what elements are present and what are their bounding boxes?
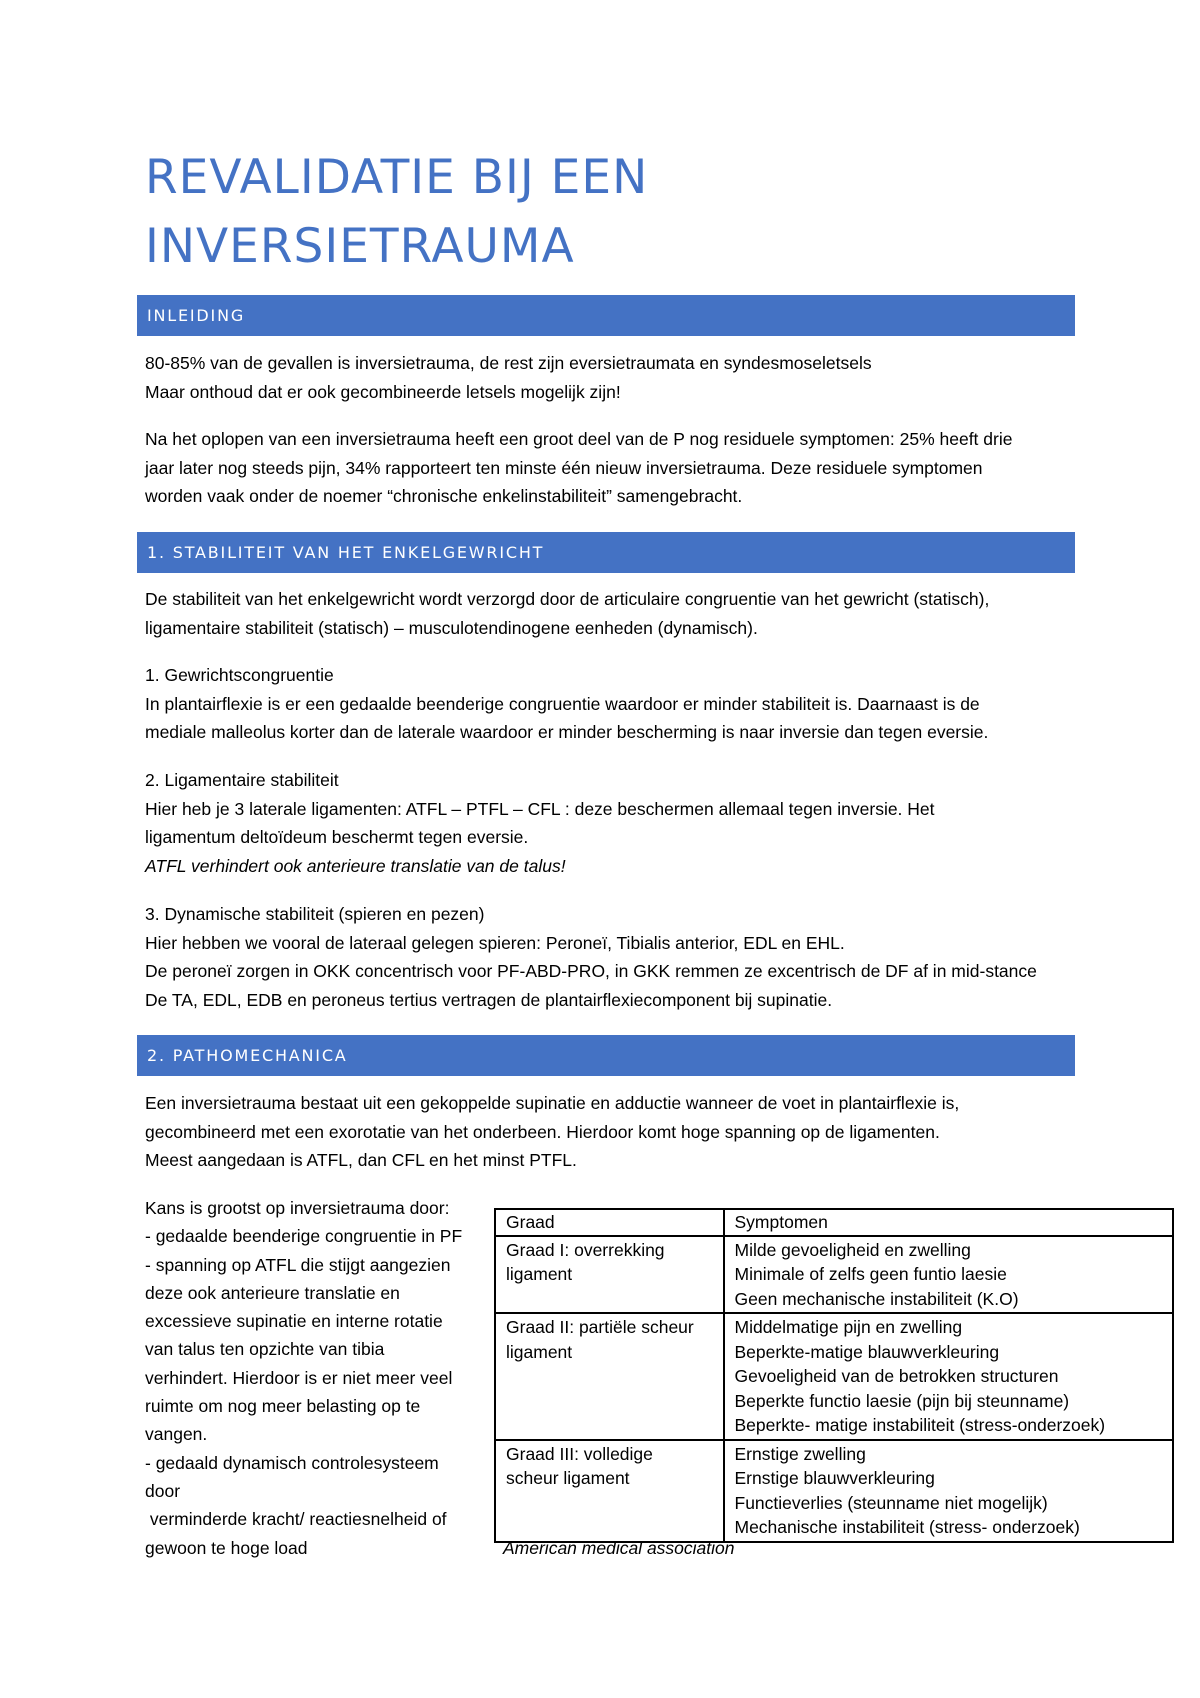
cell-line: Functieverlies (steunname niet mogelijk) (734, 1492, 1048, 1513)
text-line: vangen. (145, 1424, 208, 1445)
symptomen-cell (724, 1440, 1174, 1542)
cell-line: Graad I: overrekking (506, 1239, 665, 1260)
text-line: - gedaalde beenderige congruentie in PF (145, 1226, 463, 1247)
cell-line: Milde gevoeligheid en zwelling (734, 1239, 971, 1260)
text-line: gecombineerd met een exorotatie van het onderbeen. Hierdoor komt hoge spanning op de ligamenten. (145, 1121, 940, 1142)
inleiding-paragraph-2 (145, 425, 1075, 511)
text-line: verhindert. Hierdoor is er niet meer veel (145, 1367, 453, 1388)
title-line-1: REVALIDATIE BIJ EEN (145, 150, 649, 205)
text-line: excessieve supinatie en interne rotatie (145, 1311, 443, 1332)
text-line: Hier heb je 3 laterale ligamenten: ATFL – PTFL – CFL : deze beschermen allemaal tegen inversie. Het (145, 798, 935, 819)
section-heading-stabiliteit: 1. STABILITEIT VAN HET ENKELGEWRICHT (137, 532, 1075, 573)
text-line: De TA, EDL, EDB en peroneus tertius vertragen de plantairflexiecomponent bij supinatie. (145, 989, 833, 1010)
table-row (495, 1313, 1173, 1440)
cell-line: Middelmatige pijn en zwelling (734, 1317, 963, 1337)
subsection-title: 2. Ligamentaire stabiliteit (145, 770, 339, 790)
subsection-dynamische-stabiliteit (145, 900, 1075, 1014)
symptomen-cell (724, 1313, 1174, 1440)
document-title (145, 143, 1045, 281)
text-line: De stabiliteit van het enkelgewricht wordt verzorgd door de articulaire congruentie van het gewricht (statisch), (145, 589, 990, 609)
cell-line: Ernstige zwelling (734, 1443, 866, 1464)
section-heading-inleiding: INLEIDING (137, 295, 1075, 336)
kans-list (145, 1194, 485, 1562)
section-heading-pathomechanica: 2. PATHOMECHANICA (137, 1035, 1075, 1076)
cell-line: Beperkte- matige instabiliteit (stress-onderzoek) (734, 1415, 1106, 1435)
text-line: Maar onthoud dat er ook gecombineerde letsels mogelijk zijn! (145, 381, 621, 402)
text-line: van talus ten opzichte van tibia (145, 1339, 385, 1360)
text-line: De peroneï zorgen in OKK concentrisch voor PF-ABD-PRO, in GKK remmen ze excentrisch de DF af in mid-stance (145, 961, 1037, 981)
table-caption: American medical association (503, 1538, 735, 1558)
subsection-gewrichtscongruentie (145, 661, 1075, 747)
grades-table (494, 1208, 1174, 1543)
text-line: verminderde kracht/ reactiesnelheid of (145, 1509, 447, 1530)
subsection-title: 3. Dynamische stabiliteit (spieren en pezen) (145, 904, 485, 924)
cell-line: ligament (506, 1264, 573, 1284)
cell-line: Gevoeligheid van de betrokken structuren (734, 1366, 1059, 1386)
text-line: Hier hebben we vooral de lateraal gelegen spieren: Peroneï, Tibialis anterior, EDL en EHL. (145, 932, 845, 953)
graad-cell (495, 1313, 724, 1440)
text-line: In plantairflexie is er een gedaalde beenderige congruentie waardoor er minder stabiliteit is. Daarnaast is de (145, 693, 980, 714)
text-line: Meest aangedaan is ATFL, dan CFL en het minst PTFL. (145, 1150, 577, 1170)
cell-line: Ernstige blauwverkleuring (734, 1468, 935, 1488)
text-line: gewoon te hoge load (145, 1537, 308, 1558)
cell-line: ligament (506, 1341, 573, 1362)
cell-line: Graad III: volledige (506, 1443, 653, 1464)
text-line: Een inversietrauma bestaat uit een gekoppelde supinatie en adductie wanneer de voet in plantairflexie is, (145, 1093, 960, 1113)
column-header-graad: Graad (495, 1209, 724, 1236)
text-line: Kans is grootst op inversietrauma door: (145, 1198, 450, 1218)
text-line: 80-85% van de gevallen is inversietrauma, de rest zijn eversietraumata en syndesmoseletsels (145, 353, 872, 373)
cell-line: scheur ligament (506, 1468, 630, 1488)
text-line: - spanning op ATFL die stijgt aangezien (145, 1254, 451, 1275)
graad-cell (495, 1440, 724, 1542)
text-line: mediale malleolus korter dan de laterale waardoor er minder bescherming is naar inversie dan tegen eversie. (145, 722, 989, 742)
text-line: worden vaak onder de noemer “chronische enkelinstabiliteit” samengebracht. (145, 486, 743, 506)
stabiliteit-intro (145, 585, 1075, 642)
cell-line: Beperkte-matige blauwverkleuring (734, 1341, 1000, 1362)
subsection-ligamentaire-stabiliteit (145, 766, 1075, 880)
subsection-title: 1. Gewrichtscongruentie (145, 665, 334, 685)
text-line: jaar later nog steeds pijn, 34% rapporteert ten minste één nieuw inversietrauma. Deze residuele symptomen (145, 457, 983, 478)
cell-line: Beperkte functio laesie (pijn bij steunname) (734, 1390, 1070, 1411)
cell-line: Minimale of zelfs geen funtio laesie (734, 1264, 1007, 1284)
cell-line: Geen mechanische instabiliteit (K.O) (734, 1288, 1019, 1309)
text-line: Na het oplopen van een inversietrauma heeft een groot deel van de P nog residuele symptomen: 25% heeft drie (145, 429, 1013, 449)
symptomen-cell (724, 1236, 1174, 1314)
inleiding-paragraph-1 (145, 349, 1075, 406)
title-line-2: INVERSIETRAUMA (145, 219, 575, 274)
italic-note: ATFL verhindert ook anterieure translatie van de talus! (145, 855, 566, 876)
graad-cell (495, 1236, 724, 1314)
text-line: - gedaald dynamisch controlesysteem (145, 1452, 439, 1473)
pathomechanica-intro (145, 1089, 1075, 1175)
text-line: ligamentaire stabiliteit (statisch) – musculotendinogene eenheden (dynamisch). (145, 617, 758, 638)
column-header-symptomen: Symptomen (724, 1209, 1174, 1236)
table-header-row (495, 1209, 1173, 1236)
cell-line: Graad II: partiële scheur (506, 1317, 694, 1337)
table-row (495, 1236, 1173, 1314)
text-line: ligamentum deltoïdeum beschermt tegen eversie. (145, 827, 529, 847)
text-line: door (145, 1480, 181, 1501)
table-row (495, 1440, 1173, 1542)
text-line: ruimte om nog meer belasting op te (145, 1396, 421, 1417)
text-line: deze ook anterieure translatie en (145, 1282, 400, 1303)
cell-line: Mechanische instabiliteit (stress- onderzoek) (734, 1517, 1080, 1537)
